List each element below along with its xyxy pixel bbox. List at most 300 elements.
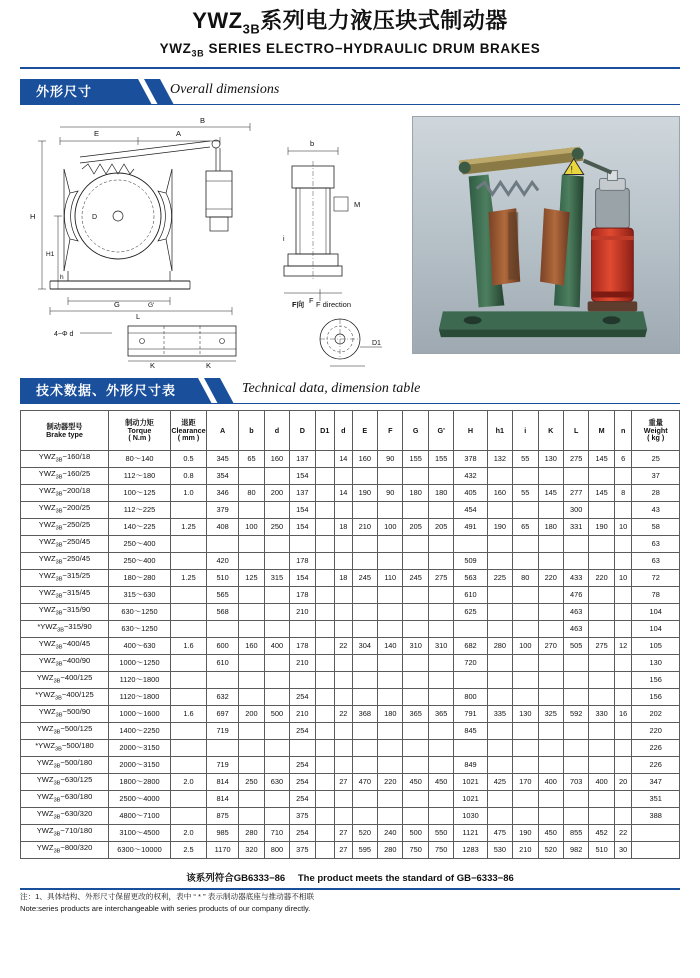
cell-G2: [428, 655, 453, 672]
cell-D1: [315, 553, 334, 570]
cell-H: 378: [454, 451, 487, 468]
cell-d2: 14: [335, 485, 353, 502]
cell-D: 137: [290, 485, 315, 502]
cell-L: [563, 553, 588, 570]
cell-d2: [335, 621, 353, 638]
cell-G: 500: [403, 825, 428, 842]
title-en-pre: YWZ: [159, 41, 192, 57]
cell-brake-type: $*YWZ_{3B}-400/125$: [21, 689, 109, 706]
cell-D1: [315, 842, 334, 859]
cell-weight: 104: [632, 604, 680, 621]
cell-brake-type: $YWZ_{3B}-315/45$: [21, 587, 109, 604]
cell-G2: [428, 808, 453, 825]
cell-L: [563, 468, 588, 485]
spec-table-wrap: [20, 410, 680, 859]
cell-K: 130: [538, 451, 563, 468]
cell-G: 365: [403, 706, 428, 723]
cell-L: 275: [563, 451, 588, 468]
th-clearance: [171, 411, 207, 451]
cell-G2: [428, 689, 453, 706]
section2-tag: 技术数据、外形尺寸表: [36, 383, 177, 399]
cell-d: [264, 621, 289, 638]
cell-h1: [487, 536, 512, 553]
cell-G2: 750: [428, 842, 453, 859]
cell-E: [352, 502, 377, 519]
cell-clearance: [171, 689, 207, 706]
th-M: M: [589, 411, 614, 451]
cell-E: [352, 655, 377, 672]
th-F: F: [378, 411, 403, 451]
cell-weight: 156: [632, 672, 680, 689]
cell-D: 254: [290, 774, 315, 791]
svg-text:!: !: [570, 164, 574, 175]
table-row: [21, 519, 680, 536]
cell-b: [239, 672, 264, 689]
table-row: [21, 808, 680, 825]
cell-E: [352, 604, 377, 621]
th-H: H: [454, 411, 487, 451]
cell-E: 595: [352, 842, 377, 859]
cell-E: [352, 808, 377, 825]
cell-G2: [428, 553, 453, 570]
cell-A: 1170: [207, 842, 239, 859]
cell-h1: [487, 604, 512, 621]
spec-table-header-row: [21, 411, 680, 451]
cell-E: [352, 536, 377, 553]
cell-G2: [428, 536, 453, 553]
cell-i: 210: [513, 842, 538, 859]
cell-L: [563, 536, 588, 553]
cell-h1: [487, 757, 512, 774]
cell-M: 330: [589, 706, 614, 723]
cell-d: [264, 723, 289, 740]
th-torque: [109, 411, 171, 451]
cell-A: 875: [207, 808, 239, 825]
cell-torque: 1000～1600: [109, 706, 171, 723]
cell-d2: [335, 808, 353, 825]
section-overall-dimensions: [20, 79, 680, 105]
th-D1: D1: [315, 411, 334, 451]
cell-b: 125: [239, 570, 264, 587]
cell-K: [538, 536, 563, 553]
cell-F: [378, 621, 403, 638]
cell-G2: [428, 502, 453, 519]
cell-i: [513, 655, 538, 672]
th-d2: d: [335, 411, 353, 451]
cell-h1: [487, 672, 512, 689]
cell-E: 190: [352, 485, 377, 502]
cell-i: [513, 604, 538, 621]
cell-D: 178: [290, 587, 315, 604]
cell-b: 65: [239, 451, 264, 468]
cell-G2: [428, 757, 453, 774]
cell-E: 520: [352, 825, 377, 842]
cell-G: 155: [403, 451, 428, 468]
cell-G2: 205: [428, 519, 453, 536]
cell-d: 200: [264, 485, 289, 502]
cell-D: 375: [290, 842, 315, 859]
cell-i: [513, 723, 538, 740]
cell-weight: 63: [632, 553, 680, 570]
table-row: [21, 723, 680, 740]
cell-L: 855: [563, 825, 588, 842]
cell-d: [264, 808, 289, 825]
cell-G: [403, 791, 428, 808]
dim-label-M: M: [354, 200, 361, 210]
cell-b: [239, 723, 264, 740]
cell-brake-type: $YWZ_{3B}-250/45$: [21, 553, 109, 570]
cell-G2: [428, 587, 453, 604]
cell-F: [378, 587, 403, 604]
cell-M: [589, 621, 614, 638]
cell-H: [454, 621, 487, 638]
cell-G2: 365: [428, 706, 453, 723]
cell-A: 510: [207, 570, 239, 587]
cell-i: [513, 791, 538, 808]
cell-D: 154: [290, 570, 315, 587]
cell-d: 400: [264, 638, 289, 655]
cell-torque: 1800～2800: [109, 774, 171, 791]
th-weight: [632, 411, 680, 451]
th-clearance-unit: ( mm ): [177, 433, 200, 443]
cell-D1: [315, 587, 334, 604]
cell-h1: 132: [487, 451, 512, 468]
cell-h1: [487, 689, 512, 706]
cell-E: [352, 621, 377, 638]
cell-G: [403, 621, 428, 638]
cell-clearance: 1.0: [171, 485, 207, 502]
cell-G2: 155: [428, 451, 453, 468]
cell-D1: [315, 485, 334, 502]
spec-table-head: [21, 411, 680, 451]
cell-h1: 190: [487, 519, 512, 536]
cell-M: [589, 791, 614, 808]
cell-i: [513, 587, 538, 604]
cell-d2: 18: [335, 570, 353, 587]
cell-H: 1283: [454, 842, 487, 859]
cell-d: [264, 655, 289, 672]
cell-n: [614, 655, 632, 672]
cell-F: [378, 689, 403, 706]
cell-torque: 140～225: [109, 519, 171, 536]
cell-D1: [315, 825, 334, 842]
cell-weight: 226: [632, 757, 680, 774]
cell-b: 200: [239, 706, 264, 723]
cell-clearance: [171, 502, 207, 519]
cell-b: [239, 536, 264, 553]
cell-K: [538, 689, 563, 706]
cell-K: [538, 502, 563, 519]
product-photo-svg: [413, 117, 679, 353]
cell-F: [378, 536, 403, 553]
cell-n: [614, 604, 632, 621]
cell-M: 145: [589, 451, 614, 468]
cell-D1: [315, 621, 334, 638]
cell-G: 245: [403, 570, 428, 587]
cell-torque: 2500～4000: [109, 791, 171, 808]
dim-label-F: F: [309, 296, 314, 306]
table-row: [21, 536, 680, 553]
cell-M: 275: [589, 638, 614, 655]
cell-G2: 450: [428, 774, 453, 791]
cell-K: [538, 604, 563, 621]
spec-table-body: [21, 451, 680, 859]
cell-h1: 425: [487, 774, 512, 791]
cell-weight: 130: [632, 655, 680, 672]
cell-brake-type: $YWZ_{3B}-500/180$: [21, 757, 109, 774]
cell-d: [264, 604, 289, 621]
table-row: [21, 570, 680, 587]
th-L: L: [563, 411, 588, 451]
cell-i: [513, 468, 538, 485]
cell-D1: [315, 519, 334, 536]
cell-F: [378, 672, 403, 689]
standard-en: The product meets the standard of GB−6333−86: [297, 873, 514, 885]
cell-clearance: [171, 553, 207, 570]
cell-clearance: [171, 723, 207, 740]
page-footer: [20, 865, 680, 914]
cell-M: [589, 740, 614, 757]
cell-A: 354: [207, 468, 239, 485]
cell-E: [352, 740, 377, 757]
cell-n: 6: [614, 451, 632, 468]
cell-n: [614, 740, 632, 757]
cell-E: [352, 791, 377, 808]
table-row: [21, 638, 680, 655]
cell-d: [264, 689, 289, 706]
cell-L: 476: [563, 587, 588, 604]
section-technical-data: [20, 378, 680, 404]
cell-h1: 475: [487, 825, 512, 842]
cell-weight: 351: [632, 791, 680, 808]
cell-n: [614, 468, 632, 485]
cell-A: 408: [207, 519, 239, 536]
dim-label-G: G: [114, 300, 120, 310]
th-weight-cn: 重量: [648, 418, 663, 428]
cell-d2: [335, 502, 353, 519]
cell-brake-type: $YWZ_{3B}-250/25$: [21, 519, 109, 536]
cell-b: 160: [239, 638, 264, 655]
cell-torque: 630～1250: [109, 621, 171, 638]
cell-brake-type: $*YWZ_{3B}-315/90$: [21, 621, 109, 638]
cell-K: 400: [538, 774, 563, 791]
cell-d: 160: [264, 451, 289, 468]
section1-label-en: Overall dimensions: [170, 82, 280, 98]
dim-label-G2: G': [148, 302, 155, 310]
cell-clearance: 1.6: [171, 638, 207, 655]
cell-K: [538, 723, 563, 740]
cell-G: [403, 655, 428, 672]
cell-G: [403, 502, 428, 519]
cell-M: [589, 672, 614, 689]
cell-clearance: [171, 587, 207, 604]
cell-G2: [428, 672, 453, 689]
cell-d: [264, 672, 289, 689]
cell-F: 90: [378, 451, 403, 468]
cell-torque: 1400～2250: [109, 723, 171, 740]
cell-clearance: [171, 536, 207, 553]
cell-brake-type: $YWZ_{3B}-500/90$: [21, 706, 109, 723]
cell-b: 250: [239, 774, 264, 791]
cell-G2: [428, 740, 453, 757]
cell-torque: 6300～10000: [109, 842, 171, 859]
cell-b: [239, 808, 264, 825]
cell-d2: 14: [335, 451, 353, 468]
cell-torque: 2000～3150: [109, 757, 171, 774]
th-torque-en: Torque: [127, 425, 152, 435]
cell-weight: 63: [632, 536, 680, 553]
cell-A: 632: [207, 689, 239, 706]
page-header: [0, 0, 700, 69]
dim-label-E: E: [94, 129, 100, 139]
cell-F: [378, 604, 403, 621]
cell-h1: [487, 740, 512, 757]
table-row: [21, 468, 680, 485]
cell-H: 491: [454, 519, 487, 536]
cell-L: 703: [563, 774, 588, 791]
cell-b: [239, 604, 264, 621]
cell-M: 190: [589, 519, 614, 536]
cell-G2: [428, 723, 453, 740]
cell-A: 719: [207, 723, 239, 740]
cell-D: 154: [290, 468, 315, 485]
cell-G: 205: [403, 519, 428, 536]
cell-G: 450: [403, 774, 428, 791]
cell-G: [403, 553, 428, 570]
cell-brake-type: $YWZ_{3B}-250/45$: [21, 536, 109, 553]
cell-L: [563, 757, 588, 774]
cell-D: 254: [290, 825, 315, 842]
table-row: [21, 502, 680, 519]
cell-G: 180: [403, 485, 428, 502]
cell-M: [589, 536, 614, 553]
cell-i: 130: [513, 706, 538, 723]
dim-label-h: h: [60, 274, 64, 282]
cell-G2: 180: [428, 485, 453, 502]
cell-F: 240: [378, 825, 403, 842]
cell-i: [513, 757, 538, 774]
cell-H: 1021: [454, 791, 487, 808]
th-clearance-en: Clearance: [171, 425, 206, 435]
cell-d2: 27: [335, 774, 353, 791]
cell-L: 982: [563, 842, 588, 859]
technical-drawing: [20, 111, 410, 371]
cell-b: [239, 757, 264, 774]
cell-F: 100: [378, 519, 403, 536]
cell-D1: [315, 672, 334, 689]
cell-E: [352, 757, 377, 774]
cell-i: [513, 689, 538, 706]
cell-b: [239, 587, 264, 604]
cell-d2: [335, 468, 353, 485]
cell-h1: [487, 621, 512, 638]
cell-torque: 180～280: [109, 570, 171, 587]
cell-brake-type: $YWZ_{3B}-160/25$: [21, 468, 109, 485]
cell-i: 65: [513, 519, 538, 536]
cell-G2: [428, 604, 453, 621]
cell-d: 630: [264, 774, 289, 791]
cell-L: 300: [563, 502, 588, 519]
cell-K: [538, 740, 563, 757]
cell-brake-type: $YWZ_{3B}-710/180$: [21, 825, 109, 842]
cell-D: [290, 740, 315, 757]
cell-F: [378, 791, 403, 808]
dim-label-b: b: [310, 139, 315, 149]
table-row: [21, 485, 680, 502]
cell-K: [538, 468, 563, 485]
cell-G2: 550: [428, 825, 453, 842]
cell-F: [378, 553, 403, 570]
cell-K: [538, 553, 563, 570]
title-en-sub: 3B: [191, 49, 205, 60]
cell-d: [264, 553, 289, 570]
cell-H: 1021: [454, 774, 487, 791]
cell-H: 791: [454, 706, 487, 723]
cell-d: 710: [264, 825, 289, 842]
cell-H: 720: [454, 655, 487, 672]
th-D: D: [290, 411, 315, 451]
cell-L: 331: [563, 519, 588, 536]
cell-L: [563, 723, 588, 740]
cell-i: 100: [513, 638, 538, 655]
cell-torque: 250～400: [109, 536, 171, 553]
cell-K: 270: [538, 638, 563, 655]
cell-h1: [487, 723, 512, 740]
cell-K: 145: [538, 485, 563, 502]
cell-H: 1030: [454, 808, 487, 825]
cell-d: [264, 791, 289, 808]
cell-D: 254: [290, 723, 315, 740]
th-brake-type-en: Brake type: [46, 429, 83, 439]
cell-M: [589, 689, 614, 706]
cell-h1: 160: [487, 485, 512, 502]
dim-label-L: L: [136, 312, 141, 322]
cell-d2: [335, 757, 353, 774]
cell-E: [352, 553, 377, 570]
cell-h1: [487, 468, 512, 485]
cell-b: [239, 740, 264, 757]
cell-K: [538, 672, 563, 689]
cell-d2: [335, 672, 353, 689]
cell-G: [403, 723, 428, 740]
cell-brake-type: $YWZ_{3B}-200/25$: [21, 502, 109, 519]
cell-D1: [315, 570, 334, 587]
cell-A: 346: [207, 485, 239, 502]
cell-D1: [315, 774, 334, 791]
cell-M: [589, 655, 614, 672]
cell-torque: 2000～3150: [109, 740, 171, 757]
cell-weight: 220: [632, 723, 680, 740]
cell-M: 220: [589, 570, 614, 587]
cell-i: [513, 808, 538, 825]
cell-brake-type: $YWZ_{3B}-200/18$: [21, 485, 109, 502]
cell-torque: 80～140: [109, 451, 171, 468]
cell-M: 400: [589, 774, 614, 791]
cell-clearance: 1.25: [171, 519, 207, 536]
th-brake-type: [21, 411, 109, 451]
cell-H: 845: [454, 723, 487, 740]
cell-clearance: [171, 672, 207, 689]
cell-h1: [487, 553, 512, 570]
cell-E: [352, 723, 377, 740]
cell-H: 610: [454, 587, 487, 604]
table-row: [21, 842, 680, 859]
cell-F: 90: [378, 485, 403, 502]
cell-brake-type: $YWZ_{3B}-630/125$: [21, 774, 109, 791]
cell-brake-type: $YWZ_{3B}-630/180$: [21, 791, 109, 808]
standard-line: [20, 865, 680, 888]
cell-E: [352, 587, 377, 604]
